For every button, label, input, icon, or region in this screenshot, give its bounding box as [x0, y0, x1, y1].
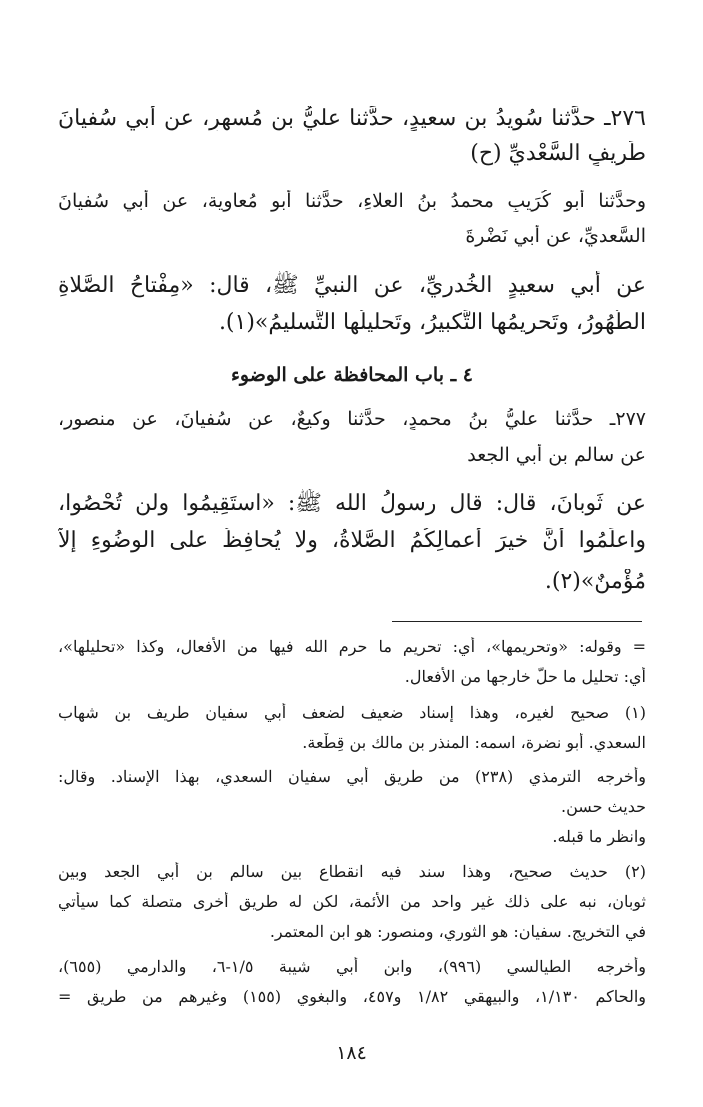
hadith-276-isnad-line-2: طَرِيفٍ السَّعْديِّ (ح)	[470, 141, 646, 166]
footnote-line: السعدي. أبو نضرة، اسمه: المنذر بن مالك بن قِطْعة.	[302, 733, 646, 752]
hadith-277-matn-line-2: واعلَمُوا أنَّ خيرَ أعمالِكُمُ الصَّلاةُ، ولا يُحافِظُ على الوضُوءِ إلاَّ	[58, 528, 646, 553]
footnote-line: (٢) حديث صحيح، وهذا سند فيه انقطاع بين سالم بن أبي الجعد وبين	[58, 862, 646, 881]
footnote-line: (١) صحيح لغيره، وهذا إسناد ضعيف لضعف أبي سفيان طريف بن شهاب	[58, 703, 646, 722]
hadith-276-matn-line-2: الطُّهُورُ، وتَحريمُها التَّكبيرُ، وتَحليلُها التَّسليمُ»(١).	[218, 310, 646, 335]
footnote-line: والحاكم ١/١٣٠، والبيهقي ١/٨٢ و٤٥٧، والبغوي (١٥٥) وغيرهم من طريق =	[58, 987, 646, 1006]
footnote-line: حديث حسن.	[561, 797, 646, 816]
footnote-line: = وقوله: «وتحريمها»، أي: تحريم ما حرم الله فيها من الأفعال، وكذا «تحليلها»،	[58, 637, 646, 656]
footnote-line: في التخريج. سفيان: هو الثوري، ومنصور: هو ابن المعتمر.	[269, 922, 646, 941]
footnote-line: وانظر ما قبله.	[552, 827, 646, 846]
page-number: ١٨٤	[336, 1042, 367, 1064]
chapter-heading: ٤ ـ باب المحافظة على الوضوء	[230, 364, 473, 386]
hadith-276-alt-isnad-line-1: وحدَّثنا أبو كُرَيبٍ محمدُ بنُ العلاءِ، حدَّثنا أبو مُعاوية، عن أبي سُفيانَ	[58, 190, 646, 212]
hadith-277-matn-line-1: عن ثَوبانَ، قال: قال رسولُ الله ﷺ: «استَقِيمُوا ولن تُحْصُوا،	[58, 491, 646, 516]
hadith-276-isnad-line-1: ٢٧٦ـ حدَّثنا سُويدُ بن سعيدٍ، حدَّثنا عليُّ بن مُسهِرٍ، عن أبي سُفيانَ	[58, 106, 646, 131]
footnote-separator	[392, 621, 642, 622]
hadith-277-matn-line-3: مُؤْمنٌ»(٢).	[544, 569, 646, 594]
footnote-line: وأخرجه الطيالسي (٩٩٦)، وابن أبي شيبة ١/٥-٦، والدارمي (٦٥٥)،	[58, 957, 646, 976]
footnote-line: أي: تحليل ما حلَّ خارجها من الأفعال.	[404, 667, 646, 686]
footnote-line: ثوبان، نبه على ذلك غير واحد من الأئمة، لكن له طريق أخرى متصلة كما سيأتي	[58, 892, 646, 911]
hadith-276-matn-line-1: عن أبي سعيدٍ الخُدريِّ، عن النبيِّ ﷺ، قال: «مِفْتاحُ الصَّلاةِ	[58, 273, 646, 298]
footnote-line: وأخرجه الترمذي (٢٣٨) من طريق أبي سفيان السعدي، بهذا الإسناد. وقال:	[58, 767, 646, 786]
hadith-277-isnad-line-2: عن سالم بن أبي الجعد	[467, 444, 646, 466]
hadith-276-alt-isnad-line-2: السَّعديِّ، عن أبي نَضْرةَ	[465, 225, 646, 247]
hadith-277-isnad-line-1: ٢٧٧ـ حدَّثنا عليُّ بنُ محمدٍ، حدَّثنا وكيعٌ، عن سُفيانَ، عن منصورٍ،	[58, 408, 646, 430]
